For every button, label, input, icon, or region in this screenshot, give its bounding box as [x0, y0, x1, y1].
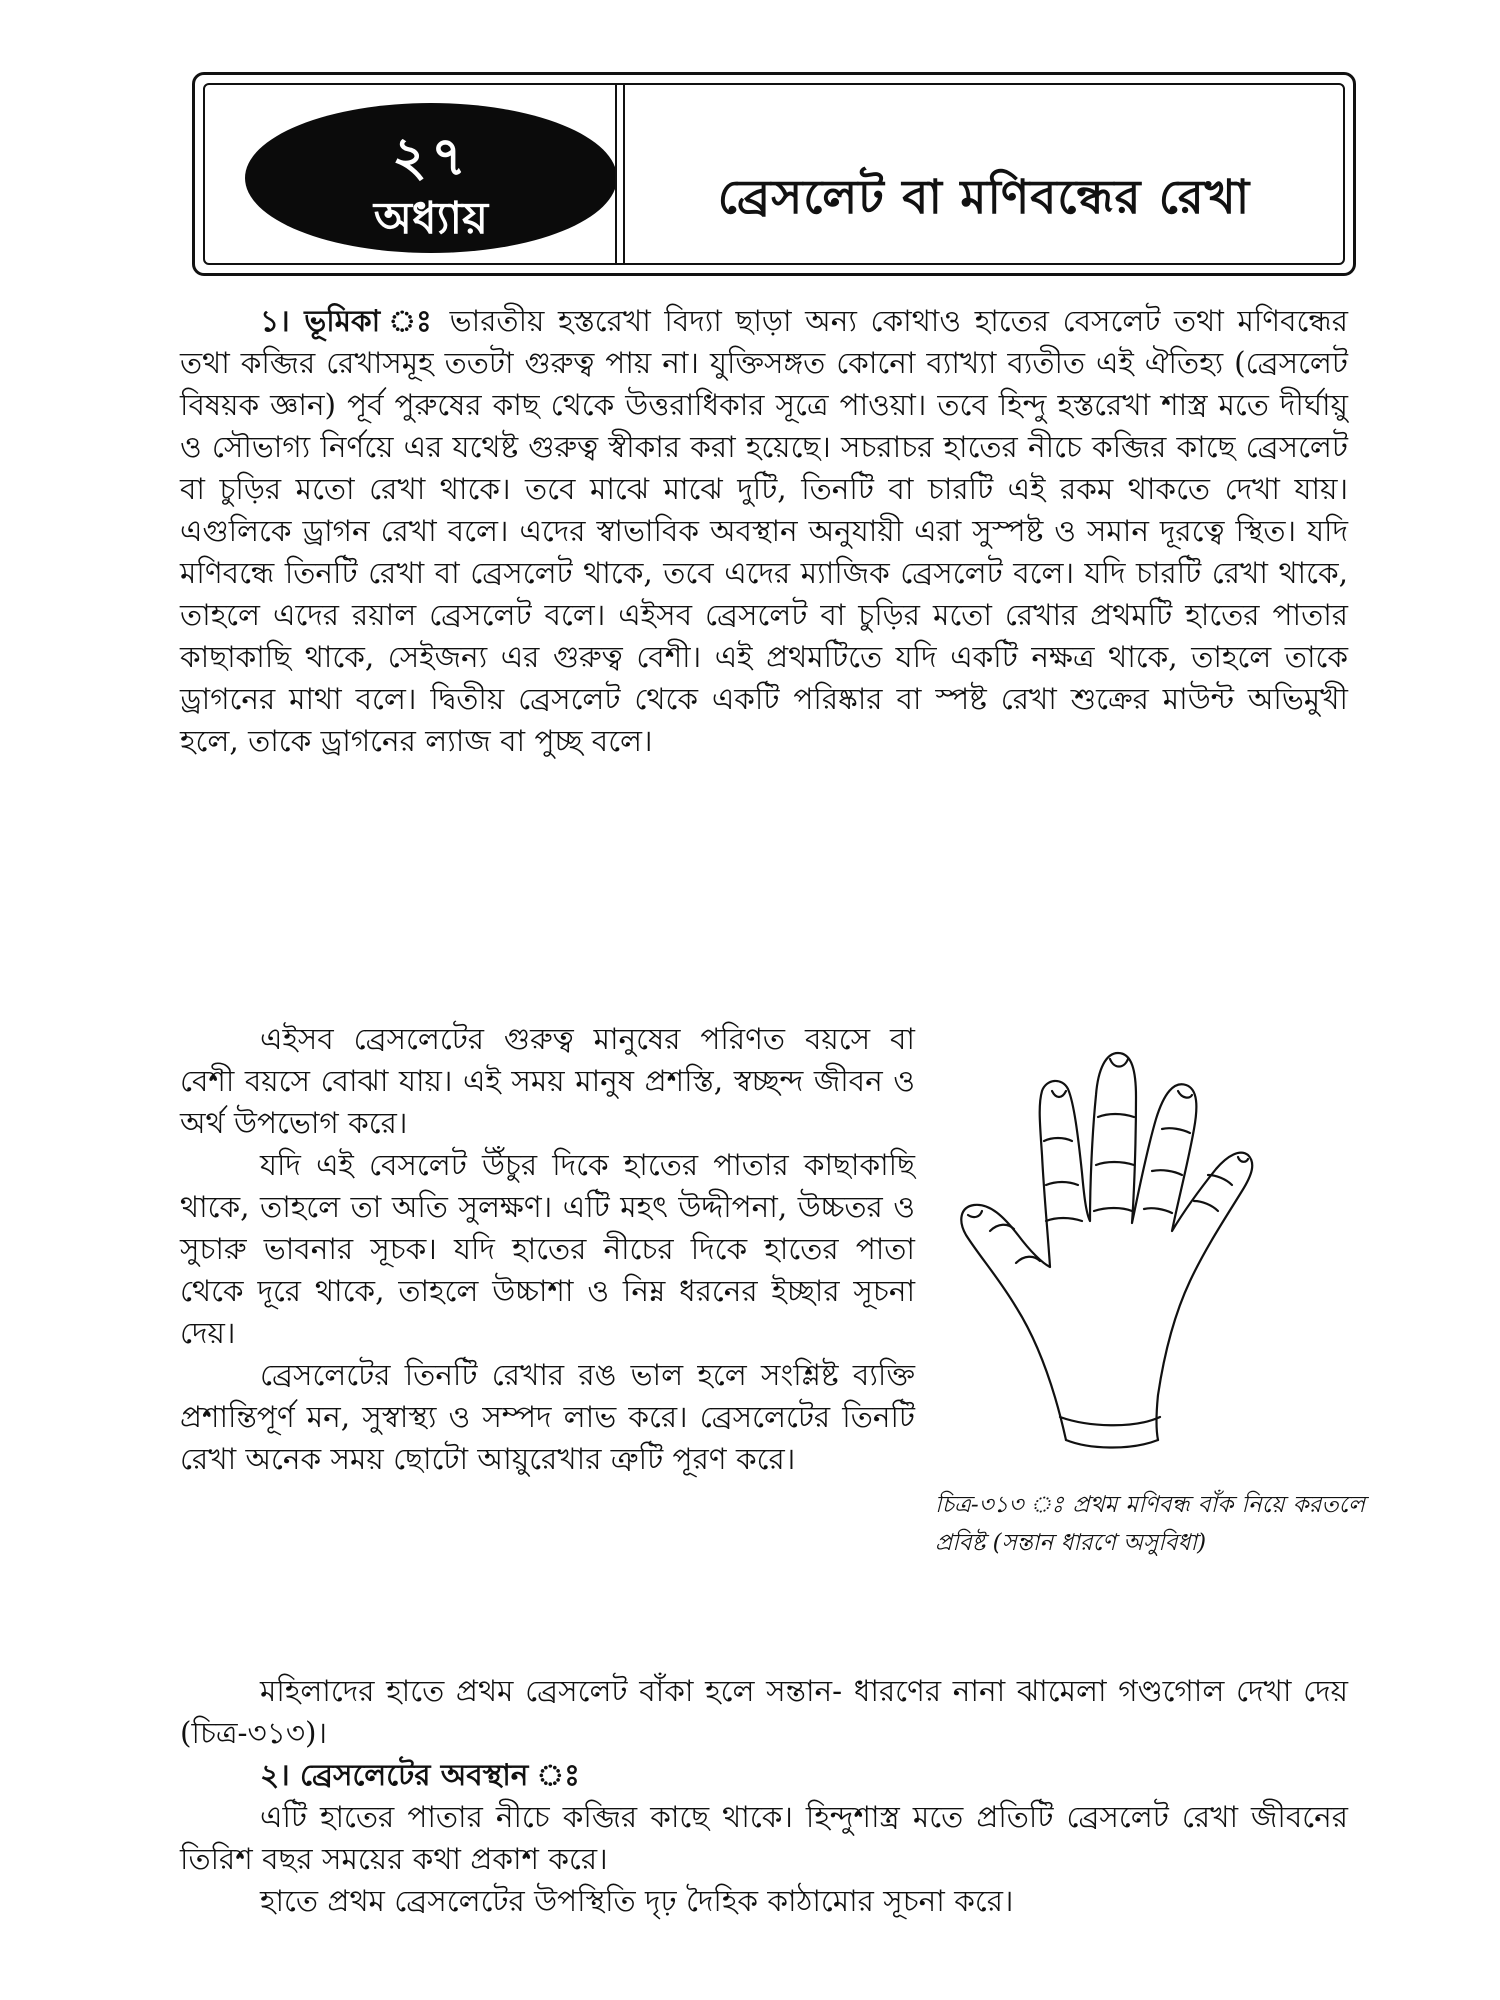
- chapter-title: ব্রেসলেট বা মণিবন্ধের রেখা: [717, 170, 1251, 225]
- intro-paragraph: [180, 300, 1348, 762]
- figure-caption: চিত্র-৩১৩ ঃ প্রথম মণিবন্ধ বাঁক নিয়ে করতলে প্রবিষ্ট (সন্তান ধারণে অসুবিধা): [935, 1492, 1365, 1556]
- paragraph-women: মহিলাদের হাতে প্রথম ব্রেসলেট বাঁকা হলে সন্তান- ধারণের নানা ঝামেলা গণ্ডগোল দেখা দেয় (চিত্র-৩১৩)।: [180, 1674, 1348, 1750]
- section-intro: [180, 300, 1348, 762]
- chapter-badge: [245, 103, 617, 253]
- paragraph-position-high: যদি এই বেসলেট উঁচুর দিকে হাতের পাতার কাছাকাছি থাকে, তাহলে তা অতি সুলক্ষণ। এটি মহৎ উদ্দীপনা, উচ্চতর ও সুচারু ভাবনার সূচক। যদি হাতের নীচের দিকে হাতের পাতা থেকে দূরে থাকে, তাহলে উচ্চাশা ও নিম্ন ধরনের ইচ্ছার সূচনা দেয়।: [180, 1148, 915, 1350]
- intro-text: ভারতীয় হস্তরেখা বিদ্যা ছাড়া অন্য কোথাও হাতের বেসলেট তথা মণিবন্ধের তথা কব্জির রেখাসমূহ ততটা গুরুত্ব পায় না। যুক্তিসঙ্গত কোনো ব্যাখ্যা ব্যতীত এই ঐতিহ্য (ব্রেসলেট বিষয়ক জ্ঞান) পূর্ব পুরুষের কাছ থেকে উত্তরাধিকার সূত্রে পাওয়া। তবে হিন্দু হস্তরেখা শাস্ত্র মতে দীর্ঘায়ু ও সৌভাগ্য নির্ণয়ে এর যথেষ্ট গুরুত্ব স্বীকার করা হয়েছে। সচরাচর হাতের নীচে কব্জির কাছে ব্রেসলেট বা চুড়ির মতো রেখা থাকে। তবে মাঝে মাঝে দুটি, তিনটি বা চারটি এই রকম থাকতে দেখা যায়। এগুলিকে ড্রাগন রেখা বলে। এদের স্বাভাবিক অবস্থান অনুযায়ী এরা সুস্পষ্ট ও সমান দূরত্বে স্থিত। যদি মণিবন্ধে তিনটি রেখা বা ব্রেসলেট থাকে, তবে এদের ম্যাজিক ব্রেসলেট বলে। যদি চারটি রেখা থাকে, তাহলে এদের রয়াল ব্রেসলেট বলে। এইসব ব্রেসলেট বা চুড়ির মতো রেখার প্রথমটি হাতের পাতার কাছাকাছি থাকে, সেইজন্য এর গুরুত্ব বেশী। এই প্রথমটিতে যদি একটি নক্ষত্র থাকে, তাহলে তাকে ড্রাগনের মাথা বলে। দ্বিতীয় ব্রেসলেট থেকে একটি পরিষ্কার বা স্পষ্ট রেখা শুক্রের মাউন্ট অভিমুখী হলে, তাকে ড্রাগনের ল্যাজ বা পুচ্ছ বলে।: [180, 304, 1349, 758]
- paragraph-three-lines: ব্রেসলেটের তিনটি রেখার রঙ ভাল হলে সংশ্লিষ্ট ব্যক্তি প্রশান্তিপূর্ণ মন, সুস্বাস্থ্য ও সম্পদ লাভ করে। ব্রেসলেটের তিনটি রেখা অনেক সময় ছোটো আয়ুরেখার ত্রুটি পূরণ করে।: [180, 1358, 915, 1476]
- chapter-header-box: [192, 72, 1356, 276]
- paragraph-location: এটি হাতের পাতার নীচে কব্জির কাছে থাকে। হিন্দুশাস্ত্র মতে প্রতিটি ব্রেসলেট রেখা জীবনের তিরিশ বছর সময়ের কথা প্রকাশ করে।: [180, 1800, 1348, 1876]
- hand-figure: [938, 1045, 1358, 1475]
- hand-outline-illustration: [938, 1045, 1358, 1475]
- header-divider: [615, 85, 617, 263]
- header-divider-inner: [623, 85, 625, 263]
- chapter-header-inner-border: [203, 83, 1345, 265]
- section-heading-position: ২। ব্রেসলেটের অবস্থান ঃ: [260, 1757, 580, 1792]
- section-heading-intro: ১। ভূমিকা ঃ: [260, 303, 437, 338]
- left-column-text: [180, 1018, 915, 1480]
- chapter-number: ২৭: [391, 125, 471, 188]
- chapter-word: অধ্যায়: [373, 193, 489, 244]
- paragraph-importance: এইসব ব্রেসলেটের গুরুত্ব মানুষের পরিণত বয়সে বা বেশী বয়সে বোঝা যায়। এই সময় মানুষ প্রশস্তি, স্বচ্ছন্দ জীবন ও অর্থ উপভোগ করে।: [180, 1022, 915, 1140]
- section-bottom: [180, 1670, 1348, 1922]
- paragraph-first-bracelet: হাতে প্রথম ব্রেসলেটের উপস্থিতি দৃঢ় দৈহিক কাঠামোর সূচনা করে।: [260, 1884, 1014, 1918]
